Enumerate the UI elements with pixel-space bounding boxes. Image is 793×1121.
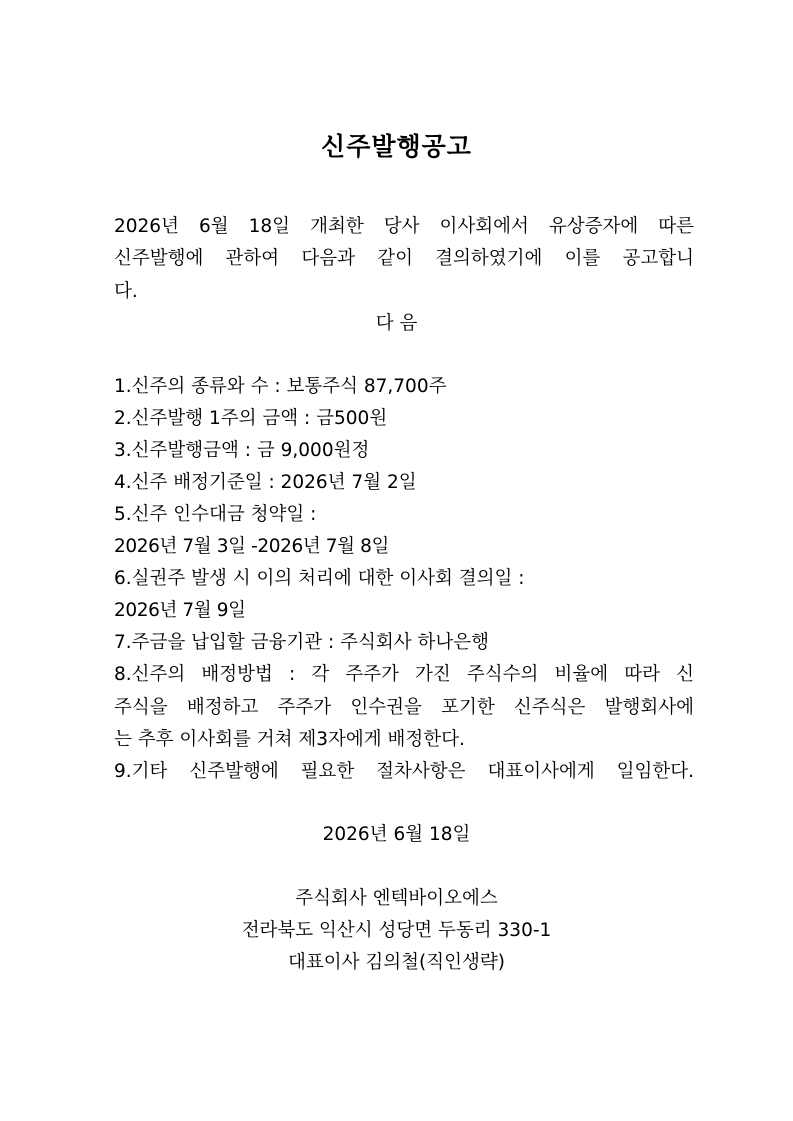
company-representative: 대표이사 김의철(직인생략) [288,952,505,973]
item-5: 5.신주 인수대금 청약일 : [114,504,317,525]
company-address: 전라북도 익산시 성당면 두동리 330-1 [241,920,552,941]
document-title: 신주발행공고 [321,132,472,161]
item-8-line-3: 는 추후 이사회를 거쳐 제3자에게 배정한다. [114,729,465,750]
item-4: 4.신주 배정기준일 : 2026년 7월 2일 [114,472,417,493]
section-heading: 다 음 [375,313,418,334]
item-5-period: 2026년 7월 3일 -2026년 7월 8일 [114,536,389,557]
item-8-line-1: 8.신주의 배정방법 : 각 주주가 가진 주식수의 비율에 따라 신 [114,664,694,685]
item-6-date: 2026년 7월 9일 [114,600,246,621]
item-6: 6.실권주 발생 시 이의 처리에 대한 이사회 결의일 : [114,568,525,589]
item-7: 7.주금을 납입할 금융기관 : 주식회사 하나은행 [114,632,489,653]
item-1: 1.신주의 종류와 수 : 보통주식 87,700주 [114,376,447,397]
intro-line-3: 다. [114,281,138,302]
intro-line-2: 신주발행에 관하여 다음과 같이 결의하였기에 이를 공고합니 [114,248,694,269]
announcement-date: 2026년 6월 18일 [322,824,471,845]
item-9: 9.기타 신주발행에 필요한 절차사항은 대표이사에게 일임한다. [114,761,694,782]
item-3: 3.신주발행금액 : 금 9,000원정 [114,440,370,461]
item-2: 2.신주발행 1주의 금액 : 금500원 [114,408,388,429]
intro-line-1: 2026년 6월 18일 개최한 당사 이사회에서 유상증자에 따른 [114,216,694,237]
company-name: 주식회사 엔텍바이오에스 [295,888,498,909]
item-8-line-2: 주식을 배정하고 주주가 인수권을 포기한 신주식은 발행회사에 [114,697,694,718]
